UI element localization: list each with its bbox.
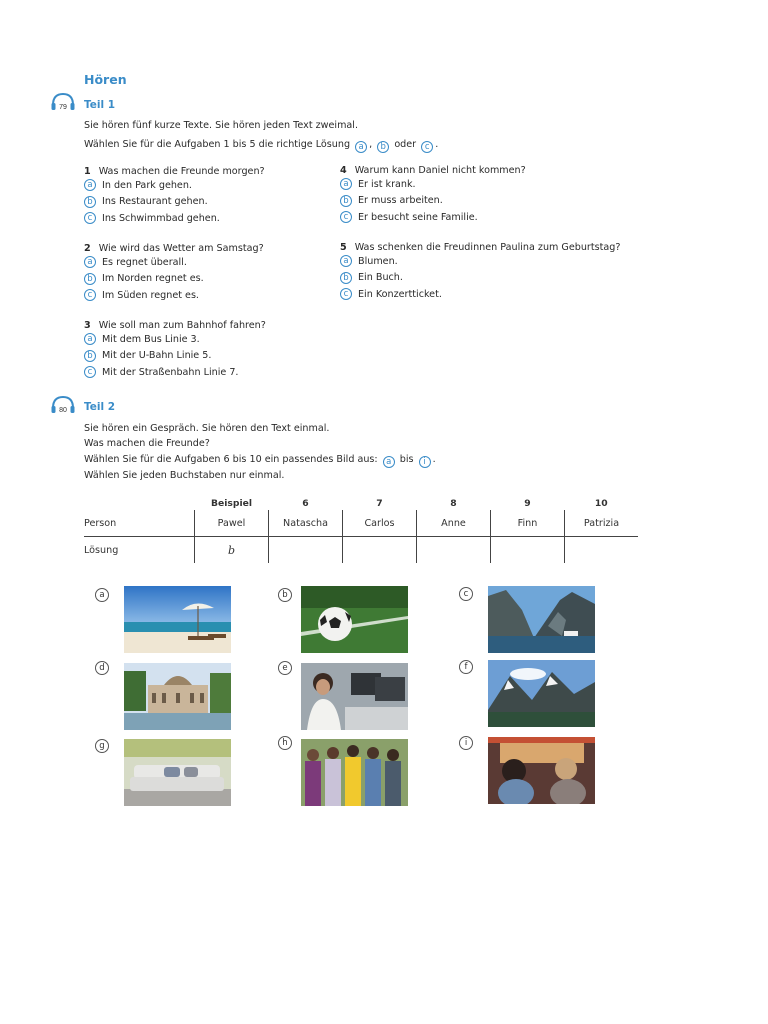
solution-cell[interactable] <box>491 537 565 564</box>
option-a[interactable] <box>340 176 526 193</box>
option-text: Mit der U-Bahn Linie 5. <box>102 350 212 362</box>
option-b[interactable] <box>84 271 264 288</box>
comma: , <box>369 139 373 150</box>
solution-cell[interactable]: b <box>195 537 269 564</box>
palace-photo <box>124 663 231 730</box>
picture-label-e: e <box>278 661 292 675</box>
range-to-circle: i <box>419 456 431 468</box>
option-a[interactable] <box>84 177 265 194</box>
option-letter[interactable]: a <box>84 256 96 268</box>
option-letter[interactable]: a <box>84 179 96 191</box>
football-photo <box>301 586 408 653</box>
option-letter[interactable]: b <box>84 196 96 208</box>
question-1 <box>84 166 265 227</box>
period: . <box>432 454 436 465</box>
teil2-line2: Was machen die Freunde? <box>84 438 210 449</box>
option-b[interactable] <box>84 194 265 211</box>
letter-b-circle: b <box>377 141 389 153</box>
fjord-photo <box>488 586 595 653</box>
option-text: Mit der Straßenbahn Linie 7. <box>102 366 239 378</box>
friends-photo <box>301 739 408 806</box>
option-a[interactable] <box>84 331 266 348</box>
picture-label-c: c <box>459 587 473 601</box>
picture-label-d: d <box>95 661 109 675</box>
row-label: Person <box>84 510 195 537</box>
option-letter[interactable]: b <box>340 272 352 284</box>
teil2-line4: Wählen Sie jeden Buchstaben nur einmal. <box>84 470 285 481</box>
question-text: Wie soll man zum Bahnhof fahren? <box>98 320 266 331</box>
option-letter[interactable]: a <box>84 333 96 345</box>
option-text: Er ist krank. <box>358 178 416 190</box>
mountains-photo <box>488 660 595 727</box>
beach-photo <box>124 586 231 653</box>
option-b[interactable] <box>340 270 620 287</box>
picture-label-h: h <box>278 736 292 750</box>
option-text: Ins Schwimmbad gehen. <box>102 212 220 224</box>
option-letter[interactable]: c <box>340 288 352 300</box>
option-a[interactable] <box>340 253 620 270</box>
option-letter[interactable]: c <box>84 289 96 301</box>
teil2-line3 <box>84 452 436 468</box>
option-c[interactable] <box>84 287 264 304</box>
header-cell: Beispiel <box>211 497 252 509</box>
option-a[interactable] <box>84 254 264 271</box>
table-row-solution <box>84 537 638 564</box>
picture-label-f: f <box>459 660 473 674</box>
question-text: Was schenken die Freudinnen Paulina zum Geburtstag? <box>354 242 621 253</box>
sofa-photo <box>124 739 231 806</box>
header-cell: 6 <box>302 497 309 509</box>
option-b[interactable] <box>340 193 526 210</box>
question-number: 2 <box>84 243 91 254</box>
track-number-80: 80 <box>59 407 67 414</box>
question-number: 4 <box>340 165 347 176</box>
person-cell: Natascha <box>269 510 343 537</box>
letter-c-circle: c <box>421 141 433 153</box>
headphones-icon <box>50 92 76 112</box>
option-text: Er besucht seine Familie. <box>358 211 478 223</box>
option-letter[interactable]: b <box>340 195 352 207</box>
person-cell: Anne <box>417 510 491 537</box>
row-label: Lösung <box>84 544 119 556</box>
picture-label-b: b <box>278 588 292 602</box>
question-number: 3 <box>84 320 91 331</box>
headphones-icon <box>50 395 76 415</box>
option-c[interactable] <box>340 209 526 226</box>
period: . <box>435 139 439 150</box>
track-number-79: 79 <box>59 104 67 111</box>
option-b[interactable] <box>84 348 266 365</box>
question-number: 5 <box>340 242 347 253</box>
solution-table <box>84 496 638 563</box>
person-cell: Carlos <box>343 510 417 537</box>
question-4 <box>340 165 526 226</box>
question-5 <box>340 242 620 303</box>
range-from-circle: a <box>383 456 395 468</box>
option-text: Ein Buch. <box>358 272 403 284</box>
option-letter[interactable]: c <box>84 212 96 224</box>
teil1-intro: Sie hören fünf kurze Texte. Sie hören jeden Text zweimal. <box>84 120 359 131</box>
header-cell: 10 <box>594 497 608 509</box>
office-photo <box>301 663 408 730</box>
teil1-title: Teil 1 <box>84 99 116 111</box>
option-c[interactable] <box>340 286 620 303</box>
option-letter[interactable]: a <box>340 255 352 267</box>
option-letter[interactable]: b <box>84 273 96 285</box>
option-c[interactable] <box>84 364 266 381</box>
car-photo <box>488 737 595 804</box>
table-header-row <box>84 496 638 510</box>
picture-label-i: i <box>459 736 473 750</box>
teil2-line3-text: Wählen Sie für die Aufgaben 6 bis 10 ein passendes Bild aus: <box>84 454 378 465</box>
teil2-title: Teil 2 <box>84 401 116 413</box>
option-c[interactable] <box>84 210 265 227</box>
picture-label-g: g <box>95 739 109 753</box>
question-3 <box>84 320 266 381</box>
letter-a-circle: a <box>355 141 367 153</box>
option-text: Es regnet überall. <box>102 256 187 268</box>
option-text: Blumen. <box>358 255 398 267</box>
option-text: In den Park gehen. <box>102 179 192 191</box>
header-empty <box>84 496 195 510</box>
header-cell: 9 <box>524 497 531 509</box>
section-title: Hören <box>84 72 127 87</box>
person-cell: Patrizia <box>565 510 639 537</box>
teil1-instruction <box>84 137 438 153</box>
option-text: Mit dem Bus Linie 3. <box>102 333 200 345</box>
question-text: Was machen die Freunde morgen? <box>98 166 265 177</box>
option-letter[interactable]: c <box>84 366 96 378</box>
person-cell: Pawel <box>195 510 269 537</box>
solution-cell[interactable] <box>565 537 639 564</box>
option-text: Ins Restaurant gehen. <box>102 196 208 208</box>
or-word: oder <box>394 139 417 150</box>
option-text: Er muss arbeiten. <box>358 195 443 207</box>
solution-cell[interactable] <box>343 537 417 564</box>
question-text: Warum kann Daniel nicht kommen? <box>354 165 526 176</box>
teil2-line1: Sie hören ein Gespräch. Sie hören den Text einmal. <box>84 423 330 434</box>
picture-label-a: a <box>95 588 109 602</box>
header-cell: 7 <box>376 497 383 509</box>
header-cell: 8 <box>450 497 457 509</box>
table-row-person <box>84 510 638 537</box>
option-text: Ein Konzertticket. <box>358 288 442 300</box>
solution-cell[interactable] <box>269 537 343 564</box>
question-number: 1 <box>84 166 91 177</box>
question-2 <box>84 243 264 304</box>
option-letter[interactable]: c <box>340 211 352 223</box>
teil1-instruction-text: Wählen Sie für die Aufgaben 1 bis 5 die richtige Lösung <box>84 139 351 150</box>
question-text: Wie wird das Wetter am Samstag? <box>98 243 264 254</box>
solution-cell[interactable] <box>417 537 491 564</box>
option-letter[interactable]: b <box>84 350 96 362</box>
person-cell: Finn <box>491 510 565 537</box>
bis-word: bis <box>399 454 414 465</box>
option-text: Im Süden regnet es. <box>102 289 199 301</box>
option-letter[interactable]: a <box>340 178 352 190</box>
option-text: Im Norden regnet es. <box>102 273 204 285</box>
